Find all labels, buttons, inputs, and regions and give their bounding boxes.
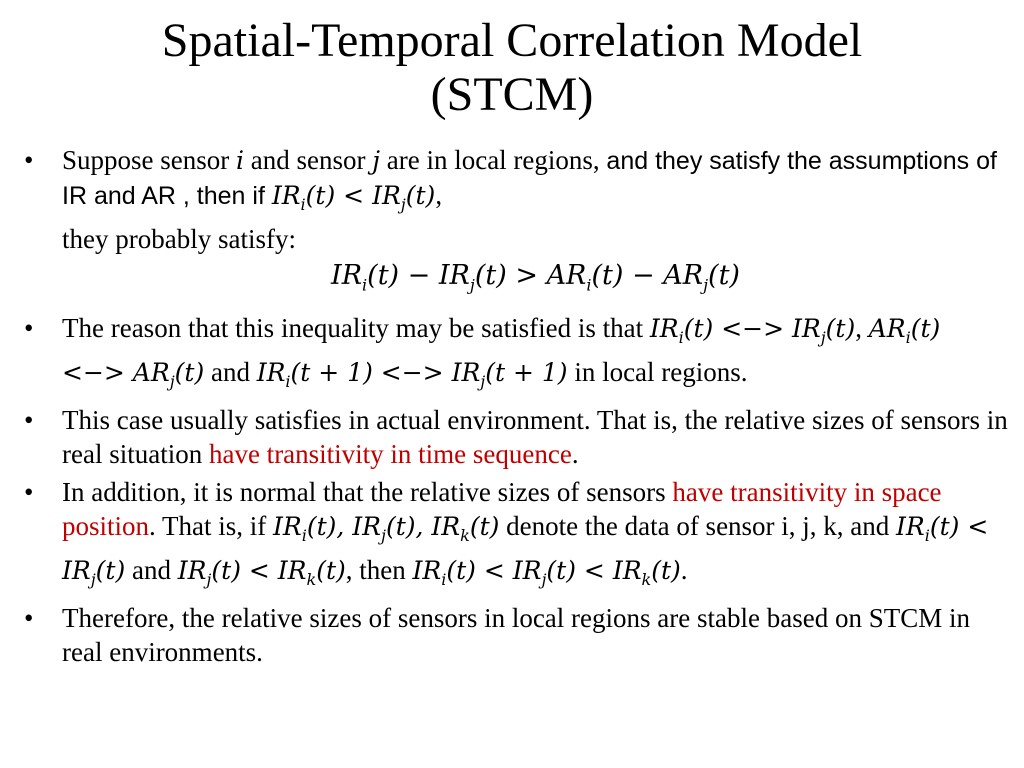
- b1-math-j: j: [372, 146, 380, 175]
- b4-text-3: denote the data of sensor i, j, k, and: [499, 511, 897, 542]
- b5-text-1: Therefore, the relative sizes of sensors in local regions are stable based on STCM in real environments.: [62, 603, 970, 668]
- b2-text-3: and: [204, 357, 257, 388]
- b4-math-3: $IR_j(t) < IR_k(t)$: [177, 556, 346, 590]
- b3-text-2: .: [571, 439, 579, 470]
- b2-math-2: $AR_i(t)$ <−> $AR_j(t)$: [62, 314, 941, 392]
- b1-text-3: are in local regions,: [380, 145, 607, 175]
- equation: $IR_i(t) - IR_j(t) > AR_i(t) - AR_j(t)$: [331, 260, 740, 295]
- b2-text-4: in local regions.: [567, 357, 748, 388]
- b2-text-2: ,: [855, 313, 869, 344]
- b1-math-condition: $IR_i(t) < IR_j(t)$: [271, 181, 436, 214]
- b4-text-2: . That is, if: [149, 511, 274, 542]
- b4-highlight: have transitivity in space position: [62, 477, 942, 542]
- bullet-5: [24, 601, 1009, 669]
- b2-math-1: $IR_i(t)$ <−> $IR_j(t)$: [649, 314, 856, 348]
- bullet-3: [24, 403, 1009, 471]
- bullet-marker: •: [24, 145, 34, 175]
- slide-title: [0, 14, 1024, 122]
- title-line-2: (STCM): [430, 68, 594, 121]
- b1-text-4: and they satisfy the assumptions of IR and AR , then if: [62, 147, 997, 210]
- bullet-marker: •: [24, 603, 34, 634]
- b4-math-1: $IR_i(t)$, $IR_j(t)$, $IR_k(t)$: [273, 512, 500, 546]
- b4-math-4: $IR_i(t) < IR_j(t) < IR_k(t)$: [412, 556, 681, 590]
- b2-text-1: The reason that this inequality may be satisfied is that: [62, 313, 650, 344]
- b1-text-2: and sensor: [244, 145, 373, 175]
- b3-text-1: This case usually satisfies in actual environment. That is, the relative sizes of sensors in real situation: [62, 405, 1008, 470]
- b2-math-3: $IR_i(t + 1)$ <−> $IR_j(t + 1)$: [256, 358, 568, 392]
- bullet-marker: •: [24, 405, 34, 436]
- bullet-marker: •: [24, 477, 34, 508]
- b1-text-6: they probably satisfy:: [62, 224, 296, 254]
- b3-highlight: have transitivity in time sequence: [208, 439, 572, 470]
- b1-math-i: i: [236, 146, 244, 175]
- bullet-1: [24, 143, 1009, 307]
- b4-text-1: In addition, it is normal that the relative sizes of sensors: [62, 477, 673, 508]
- b1-text-1: Suppose sensor: [62, 145, 236, 175]
- title-line-1: Spatial-Temporal Correlation Model: [161, 14, 863, 67]
- bullet-4: [24, 475, 1009, 597]
- bullet-list: [24, 143, 1009, 673]
- bullet-marker: •: [24, 313, 34, 344]
- b4-math-2: $IR_i(t) < IR_j(t)$: [62, 512, 989, 590]
- b4-text-6: .: [680, 555, 688, 586]
- b4-text-4: and: [125, 555, 178, 586]
- bullet-2: [24, 311, 1009, 399]
- b4-text-5: , then: [345, 555, 413, 586]
- b1-text-5: ,: [435, 180, 443, 210]
